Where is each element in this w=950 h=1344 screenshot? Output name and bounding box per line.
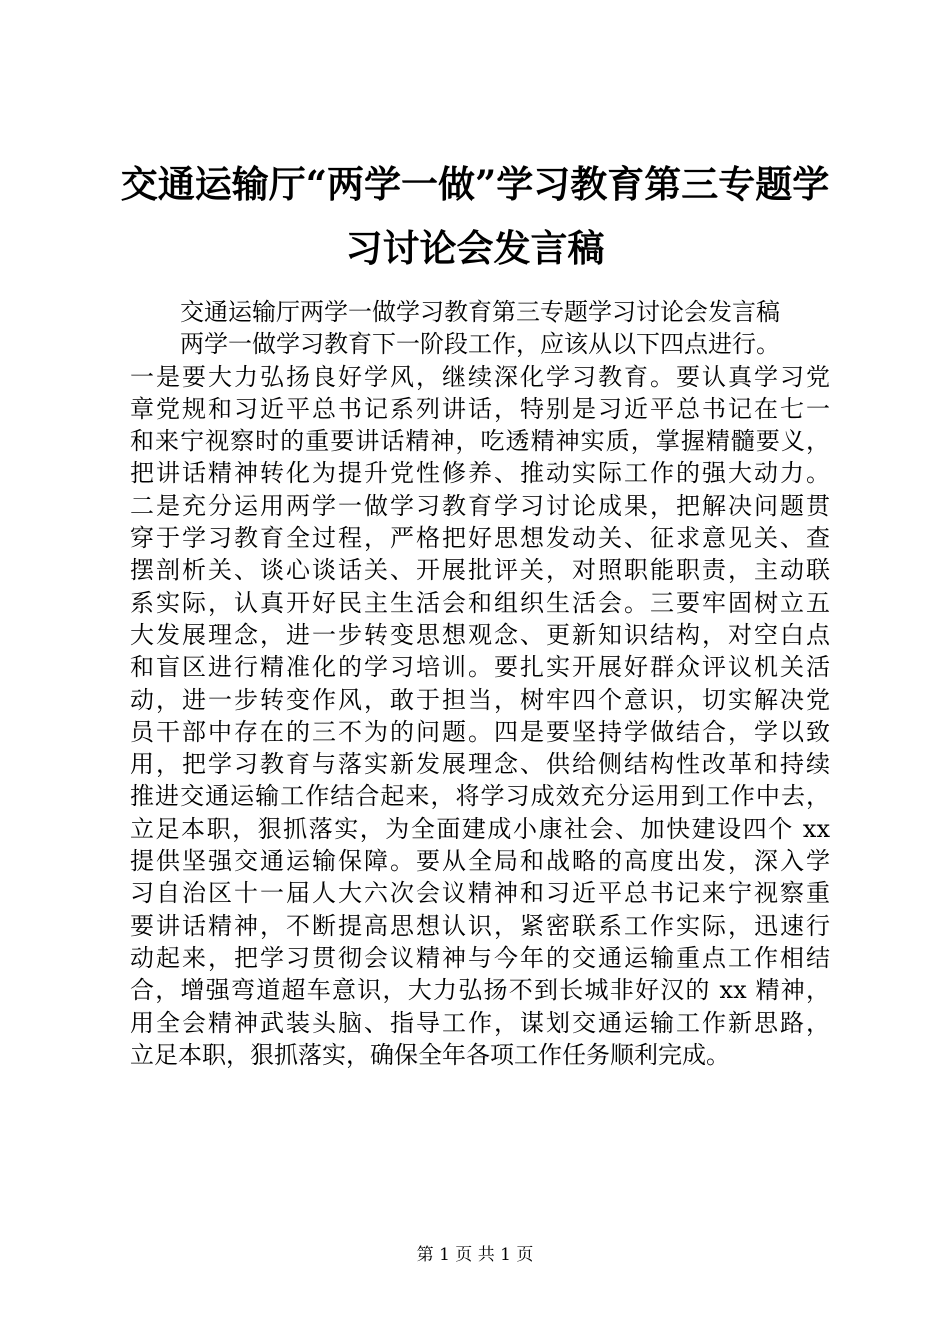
body-line: 章党规和习近平总书记系列讲话，特别是习近平总书记在七一 [130,394,830,423]
body-line: 交通运输厅两学一做学习教育第三专题学习讨论会发言稿 [180,298,780,326]
document-body [130,296,830,1071]
body-line: 合，增强弯道超车意识，大力弘扬不到长城非好汉的 xx 精神， [130,976,830,1005]
body-line: 用全会精神武装头脑、指导工作，谋划交通运输工作新思路， [130,1008,830,1037]
body-line: 动，进一步转变作风，敢于担当，树牢四个意识，切实解决党 [130,685,830,714]
body-line: 和盲区进行精准化的学习培训。要扎实开展好群众评议机关活 [130,653,830,682]
document-title [120,152,830,280]
page-footer: 第 1 页 共 1 页 [416,1245,534,1265]
body-line: 立足本职，狠抓落实，为全面建成小康社会、加快建设四个 xx [130,814,830,843]
body-line: 系实际，认真开好民主生活会和组织生活会。三要牢固树立五 [130,588,830,617]
body-line: 动起来，把学习贯彻会议精神与今年的交通运输重点工作相结 [130,943,830,972]
body-line: 习自治区十一届人大六次会议精神和习近平总书记来宁视察重 [130,879,830,908]
title-line-1: 交通运输厅“两学一做”学习教育第三专题学 [120,162,830,206]
body-line: 大发展理念，进一步转变思想观念、更新知识结构，对空白点 [130,620,830,649]
body-line: 穿于学习教育全过程，严格把好思想发动关、征求意见关、查 [130,524,830,553]
body-line: 员干部中存在的三不为的问题。四是要坚持学做结合，学以致 [130,717,830,746]
body-line: 和来宁视察时的重要讲话精神，吃透精神实质，掌握精髓要义， [130,427,830,456]
body-line: 要讲话精神，不断提高思想认识，紧密联系工作实际，迅速行 [130,911,830,940]
body-line: 推进交通运输工作结合起来，将学习成效充分运用到工作中去， [130,782,830,811]
body-line: 把讲话精神转化为提升党性修养、推动实际工作的强大动力。 [130,459,830,488]
body-line: 用，把学习教育与落实新发展理念、供给侧结构性改革和持续 [130,750,830,779]
body-line: 立足本职，狠抓落实，确保全年各项工作任务顺利完成。 [130,1040,730,1069]
body-line: 一是要大力弘扬良好学风，继续深化学习教育。要认真学习党 [130,362,830,391]
body-line: 提供坚强交通运输保障。要从全局和战略的高度出发，深入学 [130,847,830,876]
body-line: 两学一做学习教育下一阶段工作，应该从以下四点进行。 [180,330,780,359]
body-line: 摆剖析关、谈心谈话关、开展批评关，对照职能职责，主动联 [130,556,830,585]
body-line: 二是充分运用两学一做学习教育学习讨论成果，把解决问题贯 [130,491,830,520]
title-line-2: 习讨论会发言稿 [345,226,605,270]
